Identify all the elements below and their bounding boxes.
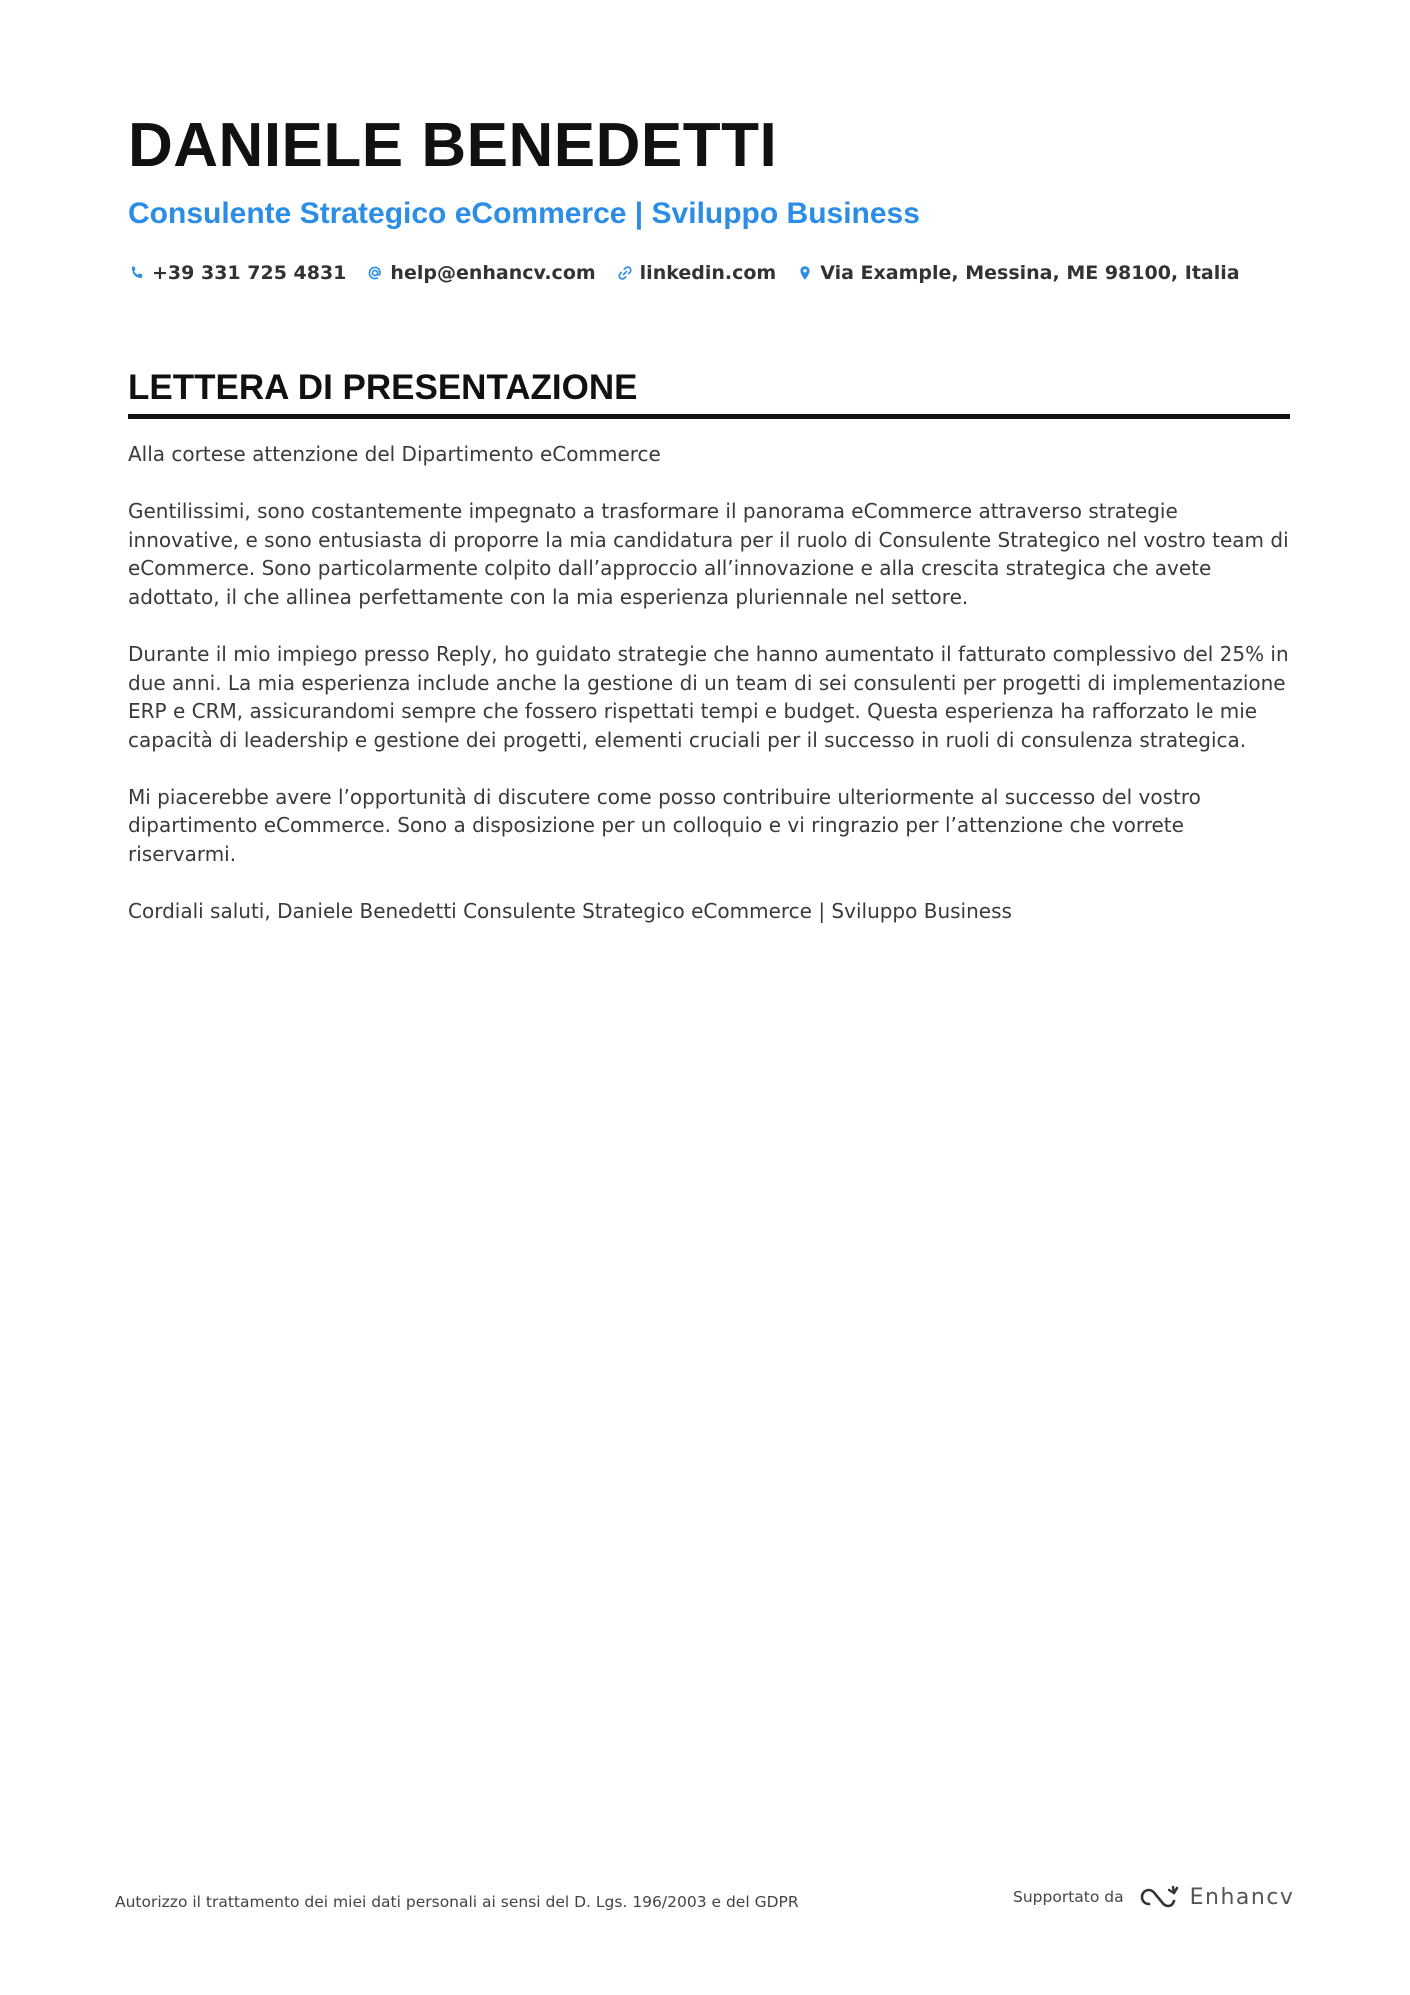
contact-linkedin <box>616 262 777 284</box>
letter-paragraph: Durante il mio impiego presso Reply, ho guidato strategie che hanno aumentato il fatturato complessivo del 25% in due anni. La mia esperienza include anche la gestione di un team di sei consulenti per progetti di implementazione ERP e CRM, assicurandomi sempre che fossero rispettati tempi e budget. Questa esperienza ha rafforzato le mie capacità di leadership e gestione dei progetti, elementi cruciali per il successo in ruoli di consulenza strategica. <box>128 641 1289 752</box>
enhancv-brand: Enhancv <box>1189 1884 1295 1910</box>
applicant-title: Consulente Strategico eCommerce | Sviluppo Business <box>128 197 920 230</box>
letter-closing: Cordiali saluti, Daniele Benedetti Consulente Strategico eCommerce | Sviluppo Business <box>128 899 1012 924</box>
address: Via Example, Messina, ME 98100, Italia <box>820 262 1240 284</box>
cover-letter-section <box>128 366 1290 419</box>
phone-icon <box>128 264 146 282</box>
supported-by-label: Supportato da <box>1013 1888 1124 1906</box>
location-pin-icon <box>796 264 814 282</box>
letter-body <box>128 440 1293 954</box>
section-title: LETTERA DI PRESENTAZIONE <box>128 368 638 407</box>
link-icon <box>616 264 634 282</box>
email-address[interactable]: help@enhancv.com <box>390 262 596 284</box>
resume-header <box>128 108 1290 288</box>
applicant-name: DANIELE BENEDETTI <box>128 111 778 180</box>
enhancv-logo-icon <box>1136 1884 1182 1910</box>
linkedin-link[interactable]: linkedin.com <box>639 262 777 284</box>
contact-bar <box>128 258 1290 288</box>
letter-paragraph: Gentilissimi, sono costantemente impegnato a trasformare il panorama eCommerce attraverso strategie innovative, e sono entusiasta di proporre la mia candidatura per il ruolo di Consulente Strategico nel vostro team di eCommerce. Sono particolarmente colpito dall’approccio all’innovazione e alla crescita strategica che avete adottato, il che allinea perfettamente con la mia esperienza pluriennale nel settore. <box>128 499 1289 609</box>
contact-email <box>366 262 595 284</box>
contact-phone <box>128 262 346 284</box>
at-icon <box>366 264 384 282</box>
contact-location <box>796 262 1239 284</box>
privacy-consent: Autorizzo il trattamento dei miei dati personali ai sensi del D. Lgs. 196/2003 e del GDPR <box>115 1893 799 1911</box>
supported-by[interactable] <box>1013 1880 1294 1914</box>
letter-salutation: Alla cortese attenzione del Dipartimento eCommerce <box>128 442 661 466</box>
phone-number[interactable]: +39 331 725 4831 <box>152 262 347 284</box>
letter-paragraph: Mi piacerebbe avere l’opportunità di discutere come posso contribuire ulteriormente al successo del vostro dipartimento eCommerce. Sono a disposizione per un colloquio e vi ringrazio per l’attenzione che vorrete riservarmi. <box>128 784 1201 867</box>
section-divider <box>128 414 1290 419</box>
